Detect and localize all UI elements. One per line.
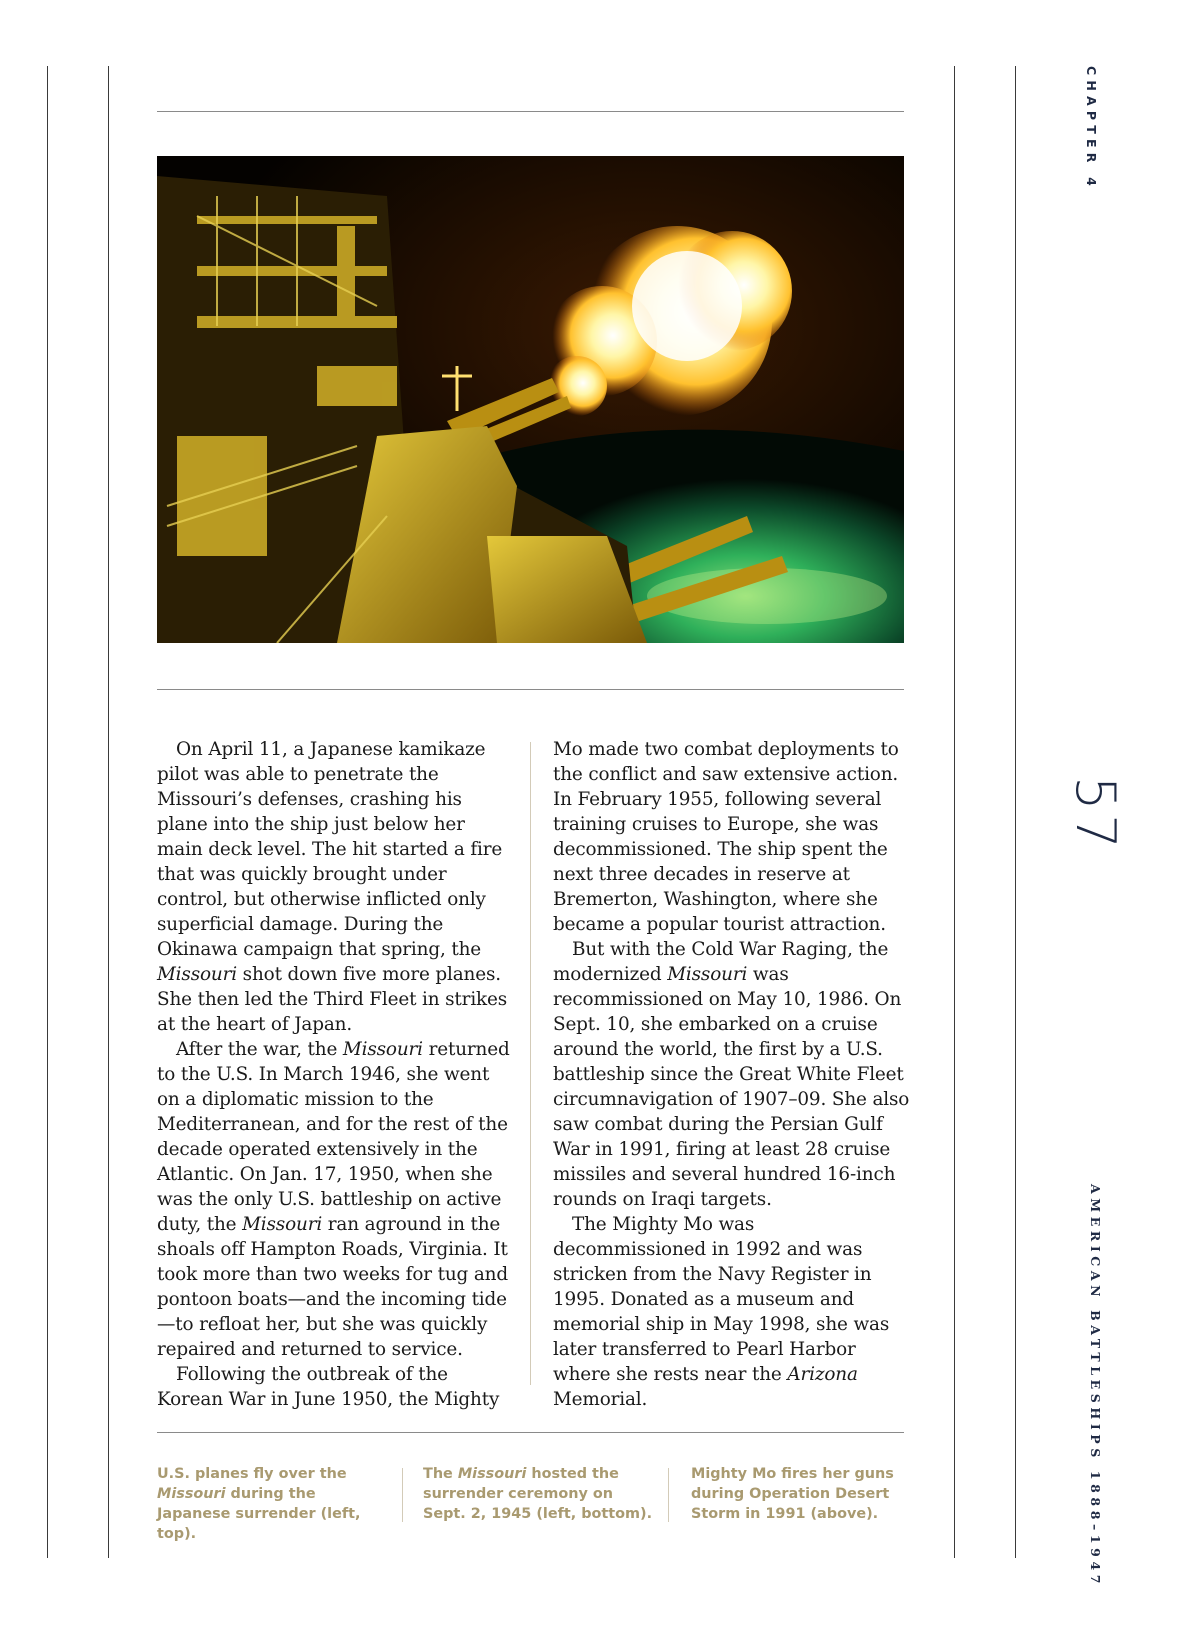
photo-bottom-rule: [157, 689, 904, 690]
caption-3: [691, 1464, 901, 1524]
body-paragraph: [553, 737, 911, 937]
text-run: Mo made two combat deployments to the conflict and saw extensive action. In February 1955, following several training cruises to Europe, she was decommissioned. The ship spent the next three decades in reserve at Bremerton, Washington, where she became a popular tourist attraction.: [553, 739, 899, 935]
text-run: shot down five more planes. She then led the Third Fleet in strikes at the heart of Japan.: [157, 964, 508, 1035]
right-outer-rule: [1015, 66, 1016, 1558]
italic-text: Arizona: [787, 1364, 858, 1385]
text-run: After the war, the: [176, 1039, 343, 1060]
left-inner-rule: [108, 66, 109, 1558]
text-run: Mighty Mo fires her guns during Operation Desert Storm in 1991 (above).: [691, 1466, 894, 1522]
text-run: The Mighty Mo was decommissioned in 1992 and was stricken from the Navy Register in 1995. Donated as a museum and memorial ship in May 1998, she was later transferred to Pearl Harbor where she rests near the: [553, 1214, 890, 1385]
caption-divider-2: [668, 1468, 669, 1522]
caption-divider-1: [402, 1468, 403, 1522]
text-run: was recommissioned on May 10, 1986. On Sept. 10, she embarked on a cruise around the world, the first by a U.S. battleship since the Great White Fleet circumnavigation of 1907–09. She also saw combat during the Persian Gulf War in 1991, firing at least 28 cruise missiles and several hundred 16-inch rounds on Iraqi targets.: [553, 964, 910, 1210]
italic-text: Missouri: [457, 1466, 527, 1482]
text-run: Memorial.: [553, 1389, 648, 1410]
italic-text: Missouri: [157, 964, 237, 985]
text-run: But with the Cold War Raging, the modernized: [553, 939, 889, 985]
top-rule: [157, 111, 904, 112]
battleship-firing-photo: [157, 156, 904, 643]
caption-1: [157, 1464, 387, 1544]
body-column-1: [157, 737, 513, 1412]
italic-text: Missouri: [342, 1039, 423, 1060]
page-number: 57: [1064, 776, 1127, 853]
text-run: during the Japanese surrender (left, top).: [157, 1486, 361, 1542]
text-run: Following the outbreak of the Korean War in June 1950, the Mighty: [157, 1364, 500, 1410]
text-run: hosted the surrender ceremony on Sept. 2, 1945 (left, bottom).: [423, 1466, 653, 1522]
body-paragraph: [157, 1362, 513, 1412]
caption-rule: [157, 1432, 904, 1433]
left-outer-rule: [47, 66, 48, 1558]
text-run: On April 11, a Japanese kamikaze pilot was able to penetrate the Missouri’s defenses, crashing his plane into the ship just below her main deck level. The hit started a fire that was quickly brought under control, but otherwise inflicted only superficial damage. During the Okinawa campaign that spring, the: [157, 739, 503, 960]
italic-text: Missouri: [157, 1486, 226, 1502]
column-divider: [530, 742, 531, 1385]
italic-text: Missouri: [242, 1214, 323, 1235]
body-paragraph: [553, 1212, 911, 1412]
body-paragraph: [553, 937, 911, 1212]
right-inner-rule: [954, 66, 955, 1558]
italic-text: Missouri: [667, 964, 748, 985]
text-run: returned to the U.S. In March 1946, she went on a diplomatic mission to the Mediterranean, and for the rest of the decade operated extensively in the Atlantic. On Jan. 17, 1950, when she was the only U.S. battleship on active duty, the: [157, 1039, 510, 1235]
photo-illustration: [157, 156, 904, 643]
book-title: AMERICAN BATTLESHIPS 1888–1947: [1088, 1184, 1103, 1589]
text-run: ran aground in the shoals off Hampton Roads, Virginia. It took more than two weeks for tug and pontoon boats—and the incoming tide—to refloat her, but she was quickly repaired and returned to service.: [157, 1214, 508, 1360]
text-run: The: [423, 1466, 458, 1482]
body-column-2: [553, 737, 911, 1412]
caption-2: [423, 1464, 653, 1524]
chapter-label: CHAPTER 4: [1084, 66, 1099, 192]
body-paragraph: [157, 737, 513, 1037]
body-paragraph: [157, 1037, 513, 1362]
text-run: U.S. planes fly over the: [157, 1466, 347, 1482]
